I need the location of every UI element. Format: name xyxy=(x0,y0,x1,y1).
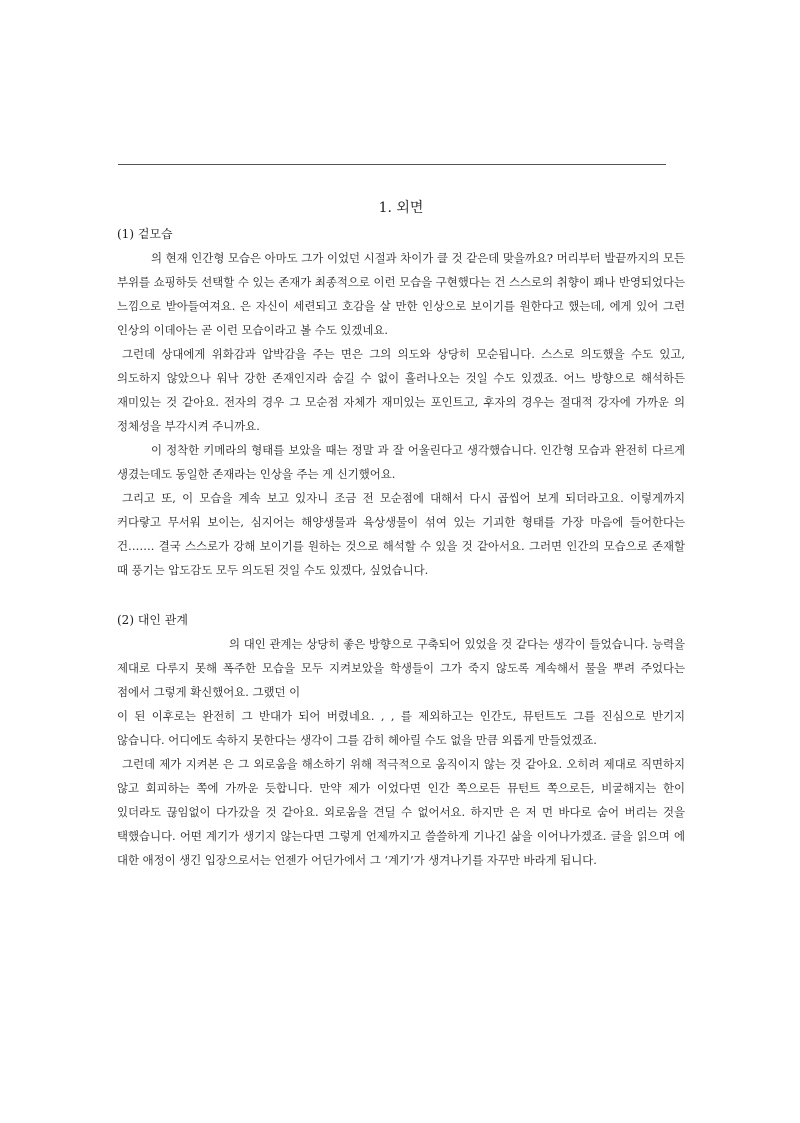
paragraph: 그리고 또, 이 모습을 계속 보고 있자니 조금 전 모순점에 대해서 다시 곱씹어 보게 되더라고요. 이렇게까지 커다랗고 무서워 보이는, 심지어는 해양생물과 육상생물이 섞여 있는 기괴한 형태를 가장 마음에 들어한다는 건……. 결국 스스로가 강해 보이기를 원하는 것으로 해석할 수 있을 것 같아서요. 그러면 인간의 모습으로 존재할 때 풍기는 압도감도 모두 의도된 것일 수도 있겠다, 싶었습니다. xyxy=(117,491,685,577)
paragraph: 이 정착한 키메라의 형태를 보았을 때는 정말 과 잘 어울린다고 생각했습니다. 인간형 모습과 완전히 다르게 생겼는데도 동일한 존재라는 인상을 주는 게 신기했어요. xyxy=(117,443,685,481)
document-body xyxy=(117,196,685,872)
paragraph: 의 대인 관계는 상당히 좋은 방향으로 구축되어 있었을 것 같다는 생각이 들었습니다. 능력을 제대로 다루지 못해 폭주한 모습을 모두 지켜보았을 학생들이 그가 죽지 않도록 계속해서 물을 뿌려 주었다는 점에서 그렇게 확신했어요. 그랬던 이 xyxy=(117,637,685,699)
paragraph: 그런데 상대에게 위화감과 압박감을 주는 면은 그의 의도와 상당히 모순됩니다. 스스로 의도했을 수도 있고, 의도하지 않았으나 워낙 강한 존재인지라 숨길 수 없이 흘러나오는 것일 수도 있겠죠. 어느 방향으로 해석하든 재미있는 것 같아요. 전자의 경우 그 모순점 자체가 재미있는 포인트고, 후자의 경우는 절대적 강자에 가까운 의 정체성을 부각시켜 주니까요. xyxy=(117,347,685,433)
paragraph: 이 된 이후로는 완전히 그 반대가 되어 버렸네요. , , 를 제외하고는 인간도, 뮤턴트도 그를 진심으로 반기지 않습니다. 어디에도 속하지 못한다는 생각이 그를 감히 헤아릴 수도 없을 만큼 외롭게 만들었겠죠. xyxy=(117,709,685,747)
top-divider xyxy=(118,164,666,165)
subsection-heading-relationships: (2) 대인 관계 xyxy=(117,613,188,627)
section-spacer xyxy=(117,582,685,608)
subsection-heading-appearance: (1) 겉모습 xyxy=(117,227,173,241)
section-title: 1. 외면 xyxy=(378,200,424,216)
paragraph: 의 현재 인간형 모습은 아마도 그가 이었던 시절과 차이가 클 것 같은데 맞을까요? 머리부터 발끝까지의 모든 부위를 쇼핑하듯 선택할 수 있는 존재가 최종적으로 이런 모습을 구현했다는 건 스스로의 취향이 꽤나 반영되었다는 느낌으로 받아들여져요. 은 자신이 세련되고 호감을 살 만한 인상으로 보이기를 원한다고 했는데, 에게 있어 그런 인상의 이데아는 곧 이런 모습이라고 볼 수도 있겠네요. xyxy=(117,251,685,337)
paragraph: 그런데 제가 지켜본 은 그 외로움을 해소하기 위해 적극적으로 움직이지 않는 것 같아요. 오히려 제대로 직면하지 않고 회피하는 쪽에 가까운 듯합니다. 만약 제가 이었다면 인간 쪽으로든 뮤턴트 쪽으로든, 비굴해지는 한이 있더라도 끊임없이 다가갔을 것 같아요. 외로움을 견딜 수 없어서요. 하지만 은 저 먼 바다로 숨어 버리는 것을 택했습니다. 어떤 계기가 생기지 않는다면 그렇게 언제까지고 쓸쓸하게 기나긴 삶을 이어나가겠죠. 글을 읽으며 에 대한 애정이 생긴 입장으로서는 언젠가 어딘가에서 그 ‘계기’가 생겨나기를 자꾸만 바라게 됩니다. xyxy=(117,757,685,867)
